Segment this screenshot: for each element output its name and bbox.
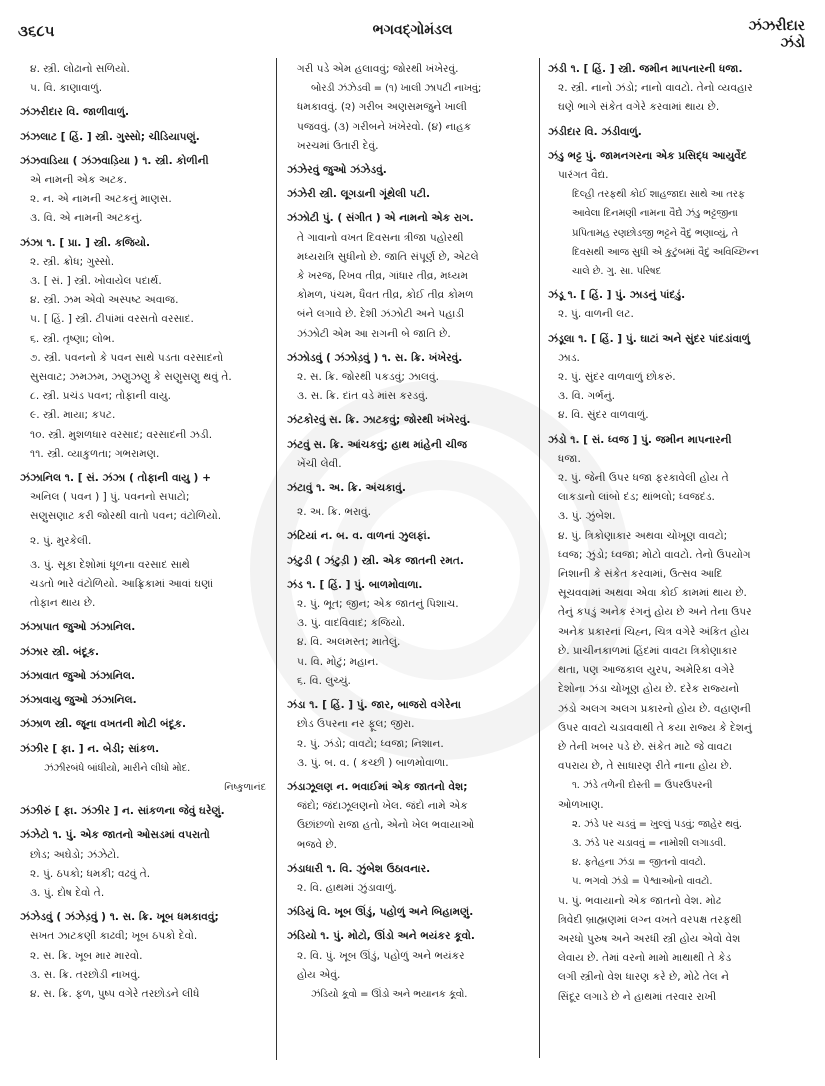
entry-line: સણુસણાટ કરી જોરથી વાતો પવન; વંટોળિયો. bbox=[30, 510, 222, 523]
entry-line: એ નામની એક અટક. bbox=[30, 174, 128, 187]
entry-line: અરધો પુરુષ અને અરધી સ્ત્રી હોય એવો વેશ bbox=[558, 932, 741, 945]
entry-line: ઝંઝીરબંધે બાંધીયો, મારીને લીધો મોદ. bbox=[44, 762, 191, 774]
entry-line: છોડ; અઘેડો; ઝંઝેટો. bbox=[30, 848, 120, 861]
entry-headword-line: ઝંઝોડવું ( ઝંઝોડ઼વું ) ૧. સ. ક્રિ. ખંખેરવું. bbox=[287, 351, 463, 364]
entry-line: દેશોના ઝંડા ચોખૂણ હોય છે. દરેક રાજ્યનો bbox=[558, 683, 740, 696]
entry-line: ૩. સ. ક્રિ. તરછોડી નાખવું. bbox=[30, 968, 141, 981]
entry-line: ૨. પું. જેની ઉપર ધજા ફરકાવેલી હોય તે bbox=[558, 472, 729, 485]
entry-line: જંદો; જંદાઝૂલણનો ખેલ. જંદો નામે એક bbox=[297, 800, 468, 813]
entry-line: ૩. વિ. એ નામની અટકનું. bbox=[30, 212, 143, 225]
entry-headword-line: ઝંડા ૧. [ હિં. ] પું. જાર, બાજરો વગેરેના bbox=[287, 699, 461, 712]
entry-line: ૫. પું. ભવાયાનો એક જાતનો વેશ. મોઢ bbox=[558, 894, 722, 907]
entry-line: ભજવે છે. bbox=[297, 838, 338, 851]
entry-line: ઓળખાણ. bbox=[558, 798, 604, 811]
entry-headword-line: ઝંડીદાર વિ. ઝંડીવાળું. bbox=[548, 125, 642, 138]
entry-headword-line: ઝંટવું સ. ક્રિ. આંચકવું; હાથ માંહેની ચીજ bbox=[287, 438, 468, 451]
entry-line: ત્રિવેદી બ્રાહ્મણમાં લગ્ન વખતે વરપક્ષ તરફથી bbox=[558, 913, 742, 926]
entry-headword-line: ઝંટાવું ૧. અ. ક્રિ. અંચકાવું. bbox=[287, 482, 406, 495]
entry-line: ૨. પું. સુંદર વાળવાળું છોકરું. bbox=[558, 371, 676, 384]
entry-line: સુસવાટ; ઝમઝમ, ઝણુઝણુ કે સણુસણુ થવું તે. bbox=[30, 371, 232, 384]
entry-line: ધજા. bbox=[558, 452, 581, 465]
entry-line: હોય એવું. bbox=[297, 968, 341, 981]
entry-line: દિલ્હી તરફથી કોઈ શાહજાદા સાથે આ તરફ bbox=[572, 189, 745, 201]
column-divider-2 bbox=[539, 58, 540, 1058]
entry-line: ૫. વિ. મોટું; મહાન. bbox=[297, 655, 379, 668]
entry-headword-line: ઝંઝીર [ ફા. ] ન. બેડી; સાંકળ. bbox=[20, 742, 160, 755]
entry-line: ૩. [ સં. ] સ્ત્રી. ખોવાયેલ પદાર્થ. bbox=[30, 275, 162, 288]
entry-line: ૯. સ્ત્રી. માયા; કપટ. bbox=[30, 409, 116, 422]
entry-line: ૪. ફતેહના ઝંડા = જીતનો વાવટો. bbox=[572, 857, 706, 869]
entry-line: તે ગાવાનો વખત દિવસના ત્રીજા પહોરથી bbox=[297, 231, 464, 244]
entry-line: ૪. પું. ત્રિકોણાકાર અથવા ચોખૂણ વાવટો; bbox=[558, 529, 728, 542]
entry-line: ગરી પડે એમ હલાવવું; જોરથી ખંખેરવું. bbox=[297, 63, 459, 75]
entry-line: ૩. પું. બ. વ. ( કચ્છી ) બાળમોવાળા. bbox=[297, 756, 449, 769]
entry-line: પારંગત વૈદ્ય. bbox=[558, 169, 609, 182]
entry-headword-line: ઝંડિયું વિ. ખૂબ ઊંડું, પહોળું અને બિહામણું. bbox=[287, 906, 474, 919]
entry-line: અનેક પ્રકારનાં ચિહ્ન, ચિત્ર વગેરે અંકિત હોય bbox=[558, 625, 750, 638]
entry-line: અનિલ ( પવન ) ] પું. પવનનો સપાટો; bbox=[30, 491, 190, 504]
entry-line: ૬. સ્ત્રી. તૃષ્ણા; લોભ. bbox=[30, 332, 115, 345]
entry-line: ૨. સ્ત્રી. ક્રોધ; ગુસ્સો. bbox=[30, 255, 115, 268]
entry-line: ૫. વિ. કાણાવાળું. bbox=[30, 82, 103, 95]
entry-line: કે ખરજ, રિખવ તીવ્ર, ગાંધાર તીવ્ર, મધ્યમ bbox=[297, 270, 469, 283]
entry-headword-line: ઝંડાધારી ૧. વિ. ઝુંબેશ ઉઠાવનાર. bbox=[287, 862, 431, 875]
entry-line: સૂચવવામાં અથવા એવા કોઈ કામમાં થાય છે. bbox=[558, 587, 747, 600]
entry-line: ૪. વિ. સુંદર વાળવાળું. bbox=[558, 409, 649, 422]
entry-line: ૫. [ હિં. ] સ્ત્રી. ટીપાંમાં વરસતો વરસાદ. bbox=[30, 313, 194, 326]
entry-line: છોડ ઉપરના નર ફૂલ; જીરા. bbox=[297, 718, 415, 731]
entry-headword-line: ઝંડો ૧. [ સં. ધ્વજ ] પું. જમીન માપનારની bbox=[548, 433, 732, 446]
entry-line: તેનું કપડું અનેક રંગનું હોય છે અને તેના ઉપર bbox=[558, 606, 752, 619]
entry-line: ૨. પું. ભૂત; જીન; એક જાતનું પિશાચ. bbox=[297, 598, 459, 611]
entry-line: ઝંઝોટી એમ આ રાગની બે જાતિ છે. bbox=[297, 327, 451, 340]
entry-headword-line: ઝંડ ૧. [ હિં. ] પું. બાળમોવાળા. bbox=[287, 578, 423, 591]
entry-headword-line: ઝંડૂ ૧. [ હિં. ] પું. ઝાડનું પાંદડું. bbox=[548, 289, 686, 302]
entry-headword-line: ઝંઝવાડિયા ( ઝંઝવાડ઼િયા ) ૧. સ્ત્રી. કોળીની bbox=[20, 154, 209, 167]
entry-line: લગી સ્ત્રીનો વેશ ધારણ કરે છે, મોઢે તેલ ને bbox=[558, 971, 729, 984]
entry-headword-line: ઝંડુ ભટ્ટ પું. જામનગરના એક પ્રસિદ્ધ આયુર્વેદ bbox=[548, 149, 747, 162]
column-1 bbox=[20, 60, 270, 1066]
entry-line: સિંદૂર લગાડે છે ને હાથમાં તરવાર રાખી bbox=[558, 990, 717, 1003]
entry-line: છે. પ્રાચીનકાળમાં હિંદમાં વાવટા ત્રિકોણાકાર bbox=[558, 644, 738, 657]
entry-line: નિષ્કુળાનંદ bbox=[224, 781, 266, 793]
entry-headword-line: ઝંટિયાં ન. બ. વ. વાળનાં ઝુલફાં. bbox=[287, 530, 431, 543]
entry-headword-line: ઝંટુડી ( ઝંટુડ઼ી ) સ્ત્રી. એક જાતની રમત. bbox=[287, 554, 464, 567]
entry-line: ૩. વિ. ગર્ભનું. bbox=[558, 390, 615, 403]
entry-headword-line: ઝંઝા ૧. [ પ્રા. ] સ્ત્રી. કજિયો. bbox=[20, 236, 151, 249]
entry-line: ૨. વિ. પું. ખૂબ ઊંડું, પહોળું અને ભયંકર bbox=[297, 949, 465, 962]
entry-line: ૨. વિ. હાથમાં ઝુંડાવાળું. bbox=[297, 881, 397, 894]
entry-headword-line: ઝંઝાનિલ ૧. [ સં. ઝંઝા ( તોફાની વાયુ ) + bbox=[20, 472, 211, 485]
entry-line: ૩. પું. સૂકા દેશોમાં ધૂળના વરસાદ સાથે bbox=[30, 558, 190, 571]
entry-line: નિશાની કે સંકેત કરવામાં, ઉત્સવ આદિ bbox=[558, 568, 723, 581]
entry-headword-line: ઝંઝલાટ [ હિં. ] સ્ત્રી. ગુસ્સો; ચીડિયાપણું. bbox=[20, 130, 200, 143]
entry-line: ૬. વિ. લુચ્ચું. bbox=[297, 674, 351, 687]
entry-line: ૩. પું. વાદવિવાદ; કજિયો. bbox=[297, 617, 406, 630]
entry-line: ૩. સ. ક્રિ. દાંત વડે માંસ કરડવું. bbox=[297, 390, 429, 403]
entry-line: ૪. સ્ત્રી. ઝમ એવો અસ્પષ્ટ અવાજ. bbox=[30, 294, 179, 307]
entry-headword-line: ઝંઝોટી પું. ( સંગીત ) એ નામનો એક રાગ. bbox=[287, 212, 474, 225]
entry-line: ૨. સ. ક્રિ. ખૂબ માર મારવો. bbox=[30, 949, 143, 962]
column-2 bbox=[287, 60, 532, 1066]
entry-line: છે તેની ખબર પડે છે. સંકેત માટે જે વાવટા bbox=[558, 740, 732, 753]
entry-headword-line: ઝંડી ૧. [ હિં. ] સ્ત્રી. જમીન માપનારની ધજા. bbox=[548, 63, 743, 75]
entry-line: થતા, પણ આજકાલ યુરપ, અમેરિકા વગેરે bbox=[558, 664, 735, 677]
entry-line: ૨. ઝંડે પર ચડવું = ખુલ્લું પડવું; જાહેર થવું. bbox=[572, 818, 743, 830]
entry-line: ૫. ભગવો ઝંડો = પેશ્વાઓનો વાવટો. bbox=[572, 876, 713, 888]
entry-headword-line: ઝંઝીરું [ ફા. ઝંઝીર ] ન. સાંકળના જેવું ઘરેણું. bbox=[20, 805, 225, 818]
entry-line: ૨. પું. મુરકેલી. bbox=[30, 534, 92, 547]
guide-word-last: ઝંડો bbox=[780, 35, 805, 51]
entry-line: ૧૧. સ્ત્રી. વ્યાકુળતા; ગભરામણ. bbox=[30, 447, 160, 460]
entry-line: આવેલા દિનમણી નામના વૈદ્યે ઝંડુ ભટ્ટજીના bbox=[572, 208, 738, 220]
entry-headword-line: ઝંડાઝૂલણ ન. ભવાઈમાં એક જાતનો વેશ; bbox=[287, 780, 468, 793]
entry-line: પ્રપિતામહ રણછોડજી ભટ્ટને વૈદું ભણાવ્યું, તે bbox=[572, 227, 739, 239]
entry-line: ખરચમાં ઉતારી દેવું. bbox=[297, 139, 379, 152]
entry-line: ૩. ઝંડે પર ચડાવવું = નામોશી લગાડવી. bbox=[572, 837, 727, 849]
entry-headword-line: ઝંઝેરી સ્ત્રી. લૂગડાની ગૂંથેલી પટી. bbox=[287, 188, 431, 201]
entry-headword-line: ઝંડિયો ૧. પું. મોટો, ઊંડો અને ભયંકર કૂવો. bbox=[287, 930, 475, 943]
entry-line: ૧. ઝંડે તળેની દોસ્તી = ઉપરઉપરની bbox=[572, 780, 713, 792]
entry-line: સખત ઝાટકણી કાઢવી; ખૂબ ઠપકો દેવો. bbox=[30, 930, 198, 943]
entry-headword-line: ઝંડૂલા ૧. [ હિં. ] પું. ઘાટાં અને સુંદર પાંદડાંવાળું bbox=[548, 332, 751, 345]
entry-line: ૨. પું. ઠપકો; ધમકી; વઢવું તે. bbox=[30, 867, 151, 880]
entry-line: લેવાય છે. તેમાં વરનો મામો માથાથી તે કેડ bbox=[558, 952, 732, 965]
entry-headword-line: ઝંઝાવાયુ જુઓ ઝંઝાનિલ. bbox=[20, 694, 137, 707]
entry-headword-line: ઝંઝેટો ૧. પું. એક જાતનો ઓસડમાં વપરાતો bbox=[20, 829, 210, 842]
entry-line: ૪. સ્ત્રી. લોઢાનો સળિયો. bbox=[30, 63, 130, 75]
entry-line: ઝંડો અલગ અલગ પ્રકારનો હોય છે. વહાણની bbox=[558, 702, 751, 715]
entry-line: ધમકાવવું. (૨) ગરીબ અણસમજુને ખાલી bbox=[297, 101, 467, 114]
guide-word-first: ઝંઝરીદાર bbox=[748, 18, 805, 34]
entry-line: ૨. સ. ક્રિ. જોરથી પકડવું; ઝાલવું. bbox=[297, 371, 439, 384]
entry-line: ૨. અ. ક્રિ. ભરાવું. bbox=[297, 506, 371, 519]
entry-headword-line: ઝંઝાપાત જુઓ ઝંઝાનિલ. bbox=[20, 621, 136, 634]
entry-line: ૩. પું. ઝુંબેશ. bbox=[558, 510, 616, 523]
entry-line: દિવસથી આજ સુધી એ કુટુંબમાં વૈદું અવિચ્છિન્ન bbox=[572, 246, 759, 258]
entry-line: ખેંચી લેવી. bbox=[297, 457, 342, 470]
entry-line: ૨. પું. વાળની લટ. bbox=[558, 308, 634, 321]
entry-line: બંને લગાવે છે. દેશી ઝંઝોટી અને પહાડી bbox=[297, 308, 465, 321]
entry-line: ઝંડિયો કૂવો = ઊંડો અને ભયાનક કૂવો. bbox=[311, 988, 468, 1000]
entry-headword-line: ઝંઝાવાત જુઓ ઝંઝાનિલ. bbox=[20, 669, 136, 682]
column-divider-1 bbox=[276, 58, 277, 1060]
entry-line: ૨. સ્ત્રી. નાનો ઝંડો; નાનો વાવટો. તેનો વ્યવહાર bbox=[558, 82, 753, 95]
column-3 bbox=[548, 60, 806, 1066]
entry-line: ધ્વજ; ઝુંડો; ધ્વજા; મોટો વાવટો. તેનો ઉપયોગ bbox=[558, 548, 751, 561]
entry-headword-line: ઝંઝેડવું ( ઝંઝેડ઼વું ) ૧. સ. ક્રિ. ખૂબ ધમકાવવું; bbox=[20, 911, 219, 924]
entry-line: બોરડી ઝંઝેડવી = (૧) ખાલી ઝાપટી નાખવું; bbox=[311, 83, 482, 95]
entry-line: ૪. સ. ક્રિ. ફળ, પુષ્પ વગેરે તરછોડને લીધે bbox=[30, 987, 200, 1000]
entry-line: ઉપર વાવટો ચડાવવાથી તે કયા રાજ્ય કે દેશનું bbox=[558, 721, 752, 734]
entry-line: ઘણે ભાગે સંકેત વગેરે કરવામાં થાય છે. bbox=[558, 101, 720, 114]
entry-line: પજવવું. (૩) ગરીબને ખંખેરવો. (૪) નાહક bbox=[297, 120, 472, 133]
entry-headword-line: ઝંટકોરવું સ. ક્રિ. ઝાટકવું; જોરથી ખંખેરવું. bbox=[287, 414, 471, 427]
entry-headword-line: ઝંઝાળ સ્ત્રી. જૂના વખતની મોટી બંદૂક. bbox=[20, 718, 187, 731]
entry-line: લાકડાનો લાંબો દંડ; થાંભલો; ધ્વજદંડ. bbox=[558, 491, 715, 504]
entry-line: ચડતો ભારે વંટોળિયો. આફ્રિકામાં આવાં ઘણાં bbox=[30, 578, 214, 591]
page-header bbox=[0, 14, 825, 50]
entry-line: કોમળ, પંચમ, ધૈવત તીવ્ર, કોઈ તીવ્ર કોમળ bbox=[297, 289, 474, 302]
entry-line: ૮. સ્ત્રી. પ્રચંડ પવન; તોફાની વાયુ. bbox=[30, 390, 171, 403]
entry-line: ૧૦. સ્ત્રી. મુશળધાર વરસાદ; વરસાદની ઝડી. bbox=[30, 428, 213, 441]
entry-line: ૨. ન. એ નામની અટકનું માણસ. bbox=[30, 193, 172, 206]
guide-words bbox=[749, 18, 805, 52]
entry-line: ૭. સ્ત્રી. પવનનો કે પવન સાથે પડતા વરસાદનો bbox=[30, 351, 224, 364]
entry-line: તોફાન થાય છે. bbox=[30, 597, 96, 610]
entry-line: ઉછાંછળો રાજા હતો, એનો ખેલ ભવાયાઓ bbox=[297, 819, 475, 832]
entry-headword-line: ઝંઝાર સ્ત્રી. બંદૂક. bbox=[20, 645, 100, 658]
entry-line: ૨. પું. ઝંડો; વાવટો; ધ્વજા; નિશાન. bbox=[297, 737, 444, 750]
entry-headword-line: ઝંઝેરવું જુઓ ઝંઝેડવું. bbox=[287, 164, 387, 177]
entry-line: ઝાડ. bbox=[558, 351, 580, 364]
entry-headword-line: ઝંઝરીદાર વિ. જાળીવાળું. bbox=[20, 106, 129, 119]
page-number: ૩૬૮૫ bbox=[18, 22, 55, 40]
entry-line: ૩. પું. દોષ દેવો તે. bbox=[30, 886, 105, 899]
entry-line: મધ્યરાત્રિ સુધીનો છે. જાતિ સંપૂર્ણ છે, એટલે bbox=[297, 250, 479, 263]
entry-line: વપરાય છે, તે સાધારણ રીતે નાના હોય છે. bbox=[558, 760, 733, 773]
book-title: ભગવદ્ગોમંડલ bbox=[372, 22, 453, 38]
entry-line: ચાલે છે. ગુ. સા. પરિષદ bbox=[572, 266, 662, 278]
entry-line: ૪. વિ. અલમસ્ત; માતેલું. bbox=[297, 636, 401, 649]
